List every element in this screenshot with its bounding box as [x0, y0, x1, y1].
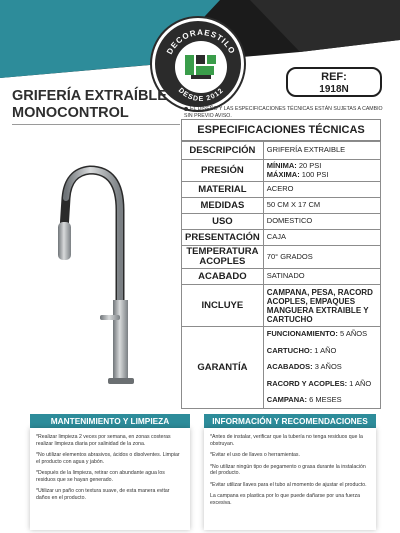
notice-text — [184, 106, 384, 120]
warranty-value: 3 AÑOS — [314, 362, 342, 372]
spec-row-descripcion — [182, 142, 381, 160]
spec-row-incluye — [182, 285, 381, 327]
spec-value: DOMESTICO — [263, 214, 380, 230]
spec-key: PRESENTACIÓN — [182, 230, 264, 246]
warranty-item — [267, 330, 377, 339]
spec-value: GRIFERÍA EXTRAIBLE — [263, 142, 380, 160]
spec-key: GARANTÍA — [182, 327, 264, 409]
product-title-line2: MONOCONTROL — [12, 105, 129, 121]
spec-row-temperatura — [182, 246, 381, 269]
warranty-value: 6 MESES — [309, 395, 342, 405]
pressure-min-value: 20 PSI — [298, 161, 322, 170]
info-heading: INFORMACIÓN Y RECOMENDACIONES — [204, 414, 376, 428]
maintenance-item: *Utilizar un paño con textura suave, de esta manera evitar daños en el producto. — [36, 488, 170, 501]
spec-key: ACABADO — [182, 269, 264, 285]
warranty-label: CARTUCHO: — [266, 345, 313, 355]
spec-row-acabado — [182, 269, 381, 285]
spec-value: 70° GRADOS — [263, 246, 380, 269]
pressure-min-label: MÍNIMA: — [266, 161, 297, 170]
pressure-max-value: 100 PSI — [301, 169, 329, 179]
reference-code: 1918N — [319, 84, 349, 95]
maintenance-heading: MANTENIMIENTO Y LIMPIEZA — [30, 414, 190, 428]
spec-key: USO — [182, 214, 264, 230]
spec-value: SATINADO — [263, 269, 380, 285]
warranty-value: 1 AÑO — [314, 345, 337, 355]
spec-row-medidas — [182, 198, 381, 214]
specs-table — [181, 141, 381, 409]
info-item: *Antes de instalar, verificar que la tubería no tenga residuos que la obstruyan. — [210, 434, 363, 447]
spec-row-garantia — [182, 327, 381, 409]
logo-text-top: DECORAESTILO — [165, 27, 237, 56]
maintenance-card — [30, 428, 190, 530]
reference-label: REF: — [321, 71, 347, 83]
info-card — [204, 428, 376, 530]
warranty-label: ACABADOS: — [266, 362, 313, 372]
spec-key: MATERIAL — [182, 182, 264, 198]
spec-row-uso — [182, 214, 381, 230]
spec-key: DESCRIPCIÓN — [182, 142, 264, 160]
warranty-label: FUNCIONAMIENTO: — [266, 329, 338, 339]
maintenance-item: *Realizar limpieza 2 veces por semana, en zonas costeras realizar limpieza diaria por salinidad de la zona. — [36, 434, 171, 447]
specs-heading: ESPECIFICACIONES TÉCNICAS — [181, 119, 381, 141]
warranty-label: CAMPANA: — [266, 395, 308, 405]
warranty-item — [267, 363, 377, 372]
maintenance-item: *No utilizar elementos abrasivos, ácidos o disolventes. Limpiar el producto con agua y jabón. — [36, 452, 180, 465]
notice-body: EL DISEÑO Y LAS ESPECIFICACIONES TÉCNICAS ESTÁN SUJETAS A CAMBIO SIN PREVIO AVISO. — [184, 106, 383, 119]
warranty-value: 5 AÑOS — [339, 329, 368, 339]
spec-value: 50 CM X 17 CM — [263, 198, 380, 214]
title-divider — [12, 124, 180, 125]
spec-row-presentacion — [182, 230, 381, 246]
pressure-max-label: MÁXIMA: — [266, 169, 300, 179]
warranty-item — [267, 347, 377, 356]
spec-key: MEDIDAS — [182, 198, 264, 214]
spec-key: INCLUYE — [182, 285, 264, 327]
product-title — [12, 88, 192, 122]
info-item: *Evitar el uso de llaves o herramientas. — [210, 452, 300, 458]
spec-value: ACERO — [263, 182, 380, 198]
product-title-line1: GRIFERÍA EXTRAÍBLE — [12, 88, 167, 104]
maintenance-item: *Después de la limpieza, retirar con abundante agua los residuos que se hayan generado. — [36, 470, 165, 483]
bullet-icon — [184, 107, 188, 111]
spec-value — [263, 160, 380, 182]
warranty-item — [267, 396, 377, 405]
spec-row-material — [182, 182, 381, 198]
spec-row-presion — [182, 160, 381, 182]
reference-badge — [286, 67, 382, 97]
info-item: La campana es plastica por lo que puede dañarse por una fuerza excesiva. — [210, 493, 360, 506]
warranty-value: 1 AÑO — [349, 378, 372, 388]
warranty-list — [263, 327, 380, 409]
info-item: *No utilizar ningún tipo de pegamento o grasa durante la instalación del producto. — [210, 463, 366, 476]
info-item: *Evitar utilizar llaves para el tubo al momento de ajustar el producto. — [210, 481, 367, 488]
faucet-image — [40, 150, 152, 390]
spec-key: PRESIÓN — [182, 160, 264, 182]
logo-text-bottom: DESDE 2012 — [176, 86, 226, 104]
warranty-item — [267, 380, 377, 389]
warranty-label: RACORD Y ACOPLES: — [266, 378, 348, 388]
spec-value: CAMPANA, PESA, RACORD ACOPLES, EMPAQUES MANGUERA EXTRAIBLE Y CARTUCHO — [263, 285, 380, 327]
spec-value: CAJA — [263, 230, 380, 246]
spec-key: TEMPERATURA ACOPLES — [182, 246, 264, 269]
